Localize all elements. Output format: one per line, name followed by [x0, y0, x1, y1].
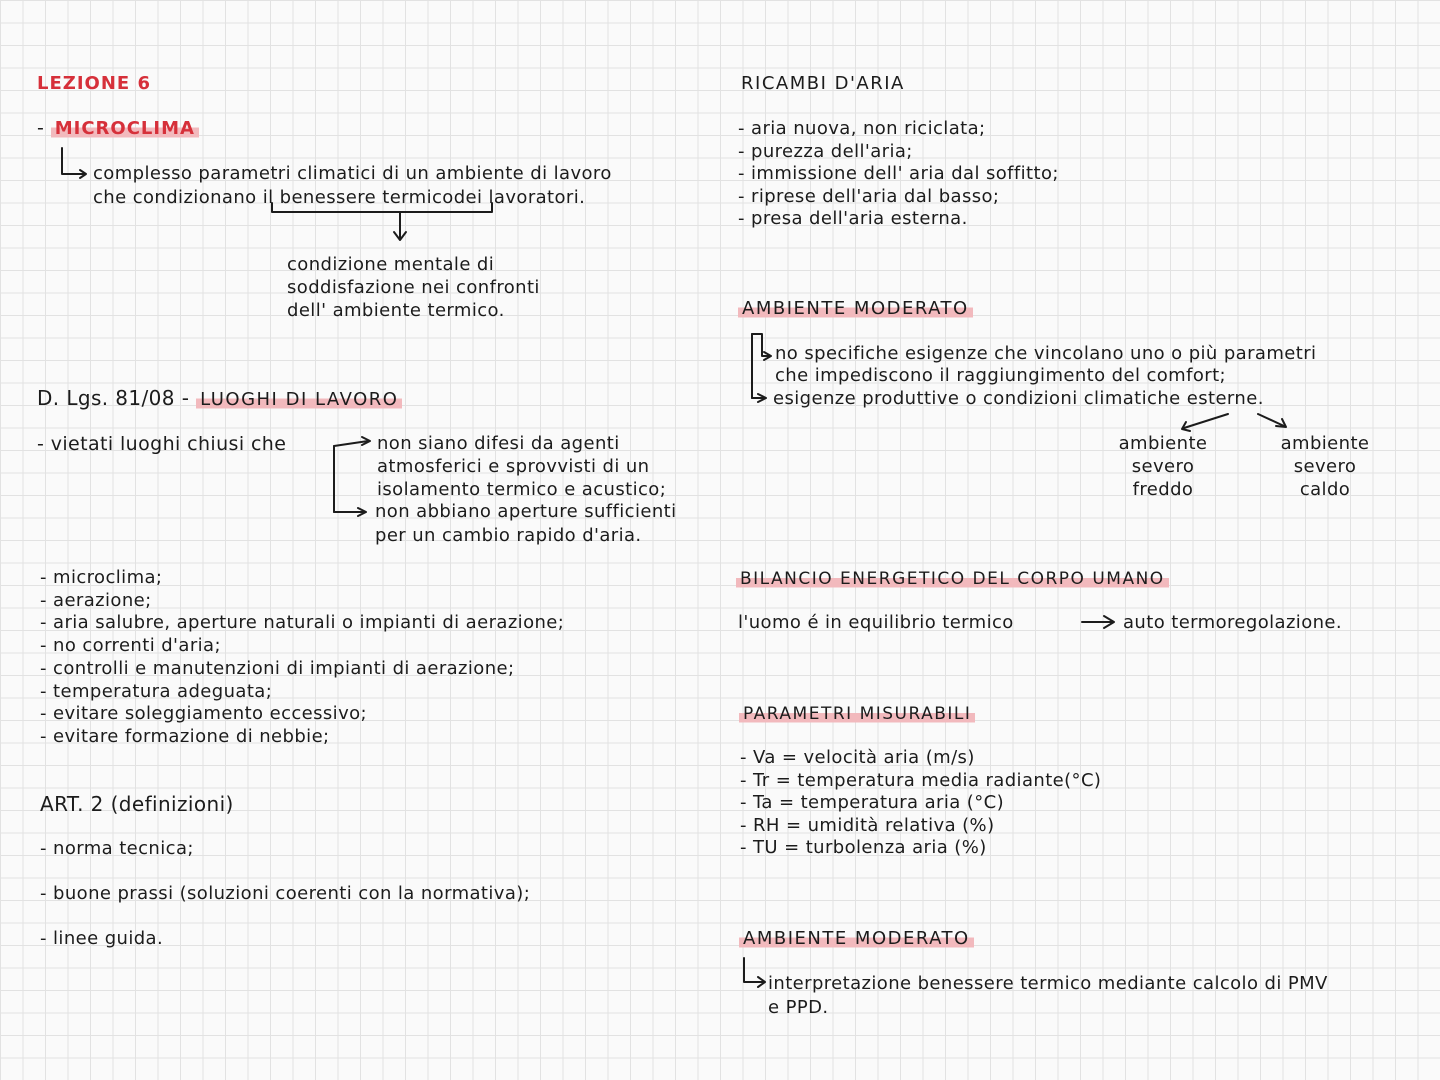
moderato-title: AMBIENTE MODERATO — [738, 298, 973, 319]
art-title: ART. 2 (definizioni) — [40, 792, 234, 816]
list-item: - temperatura adeguata; — [40, 680, 273, 702]
severo-caldo — [1270, 432, 1380, 501]
branch-line: per un cambio rapido d'aria. — [375, 525, 642, 546]
bilancio-text-b: auto termoregolazione. — [1123, 612, 1343, 633]
moderato2-title-wrap — [739, 928, 974, 950]
branch-line: non siano difesi da agenti — [377, 433, 620, 454]
severo-line: severo — [1131, 456, 1195, 477]
list-item: - riprese dell'aria dal basso; — [738, 185, 1000, 207]
microclima-definition-line2 — [93, 187, 585, 209]
microclima-heading — [37, 117, 199, 140]
def-benessere: benessere termico — [279, 187, 454, 208]
art-item: - buone prassi (soluzioni coerenti con la normativa); — [40, 883, 531, 904]
list-item: - evitare formazione di nebbie; — [40, 725, 330, 747]
list-item: - aria nuova, non riciclata; — [738, 118, 986, 139]
list-item: - no correnti d'aria; — [40, 635, 221, 657]
branch-line: non abbiano aperture sufficienti — [375, 501, 677, 522]
moderato-item: che impediscono il raggiungimento del comfort; — [775, 365, 1226, 386]
microclima-dash: - — [37, 117, 45, 139]
list-item: - evitare soleggiamento eccessivo; — [40, 703, 368, 725]
severo-line: caldo — [1299, 479, 1351, 500]
art-item: - norma tecnica; — [40, 838, 194, 859]
dlgs-title: D. Lgs. 81/08 — [37, 386, 175, 410]
moderato2-title: AMBIENTE MODERATO — [739, 928, 974, 949]
benessere-definition — [287, 253, 540, 322]
bilancio-title-wrap — [736, 568, 1169, 590]
hook-arrow-moderato2 — [744, 958, 764, 982]
moderato-title-wrap — [738, 298, 973, 320]
ricambi-title: RICAMBI D'ARIA — [741, 73, 905, 94]
severo-freddo — [1108, 432, 1218, 501]
severo-line: freddo — [1132, 479, 1194, 500]
list-item: - RH = umidità relativa (%) — [740, 814, 995, 836]
severo-line: ambiente — [1280, 433, 1370, 454]
arrow-severo-freddo — [1184, 414, 1228, 428]
microclima-label: MICROCLIMA — [51, 118, 199, 139]
arrow-severo-caldo — [1258, 414, 1284, 426]
benessere-def-line: soddisfazione nei confronti — [287, 277, 540, 298]
vietati-branch-1 — [377, 432, 666, 501]
list-item: - aria salubre, aperture naturali o impianti di aerazione; — [40, 612, 565, 634]
dlgs-heading — [37, 387, 402, 411]
moderato-item: no specifiche esigenze che vincolano uno o più parametri — [775, 343, 1317, 364]
list-item: - presa dell'aria esterna. — [738, 208, 968, 229]
bilancio-title: BILANCIO ENERGETICO DEL CORPO UMANO — [736, 569, 1169, 589]
branch-line: atmosferici e sprovvisti di un — [377, 456, 650, 477]
requirements-list — [40, 567, 564, 749]
dlgs-sep: - — [181, 386, 190, 410]
list-item: - controlli e manutenzioni di impianti di aerazione; — [40, 657, 515, 679]
parametri-title-wrap — [739, 703, 975, 725]
severo-line: ambiente — [1118, 433, 1208, 454]
def-part-a: che condizionano il — [93, 187, 274, 208]
ricambi-list — [738, 118, 1059, 231]
dlgs-subtitle: LUOGHI DI LAVORO — [196, 389, 402, 410]
vietati-intro: - vietati luoghi chiusi che — [37, 433, 287, 455]
list-item: - immissione dell' aria dal soffitto; — [738, 163, 1059, 184]
benessere-def-line: condizione mentale di — [287, 254, 495, 275]
moderato-item: esigenze produttive o condizioni climatiche esterne. — [773, 388, 1264, 409]
list-item: - Ta = temperatura aria (°C) — [740, 792, 1004, 813]
list-item: - aerazione; — [40, 589, 152, 611]
vietati-branch-2 — [375, 500, 677, 548]
bilancio-text-a: l'uomo é in equilibrio termico — [738, 612, 1014, 633]
list-item: - Va = velocità aria (m/s) — [740, 747, 975, 768]
benessere-def-line: dell' ambiente termico. — [287, 300, 505, 321]
list-item: - TU = turbolenza aria (%) — [740, 837, 987, 858]
moderato2-text-line1: interpretazione benessere termico mediante calcolo di PMV — [768, 973, 1328, 994]
severo-line: severo — [1293, 456, 1357, 477]
list-item: - microclima; — [40, 567, 163, 588]
moderato2-text-line2: e PPD. — [768, 997, 829, 1018]
microclima-definition-line1: complesso parametri climatici di un ambiente di lavoro — [93, 163, 612, 184]
art-item: - linee guida. — [40, 928, 164, 949]
lesson-title: LEZIONE 6 — [37, 73, 151, 94]
branch-line: isolamento termico e acustico; — [377, 479, 667, 500]
hook-arrow-microclima — [62, 148, 84, 174]
parametri-title: PARAMETRI MISURABILI — [739, 704, 975, 724]
list-item: - Tr = temperatura media radiante(°C) — [740, 769, 1102, 791]
def-part-c: dei lavoratori. — [453, 187, 586, 208]
parametri-list — [740, 747, 1101, 860]
list-item: - purezza dell'aria; — [738, 140, 913, 162]
